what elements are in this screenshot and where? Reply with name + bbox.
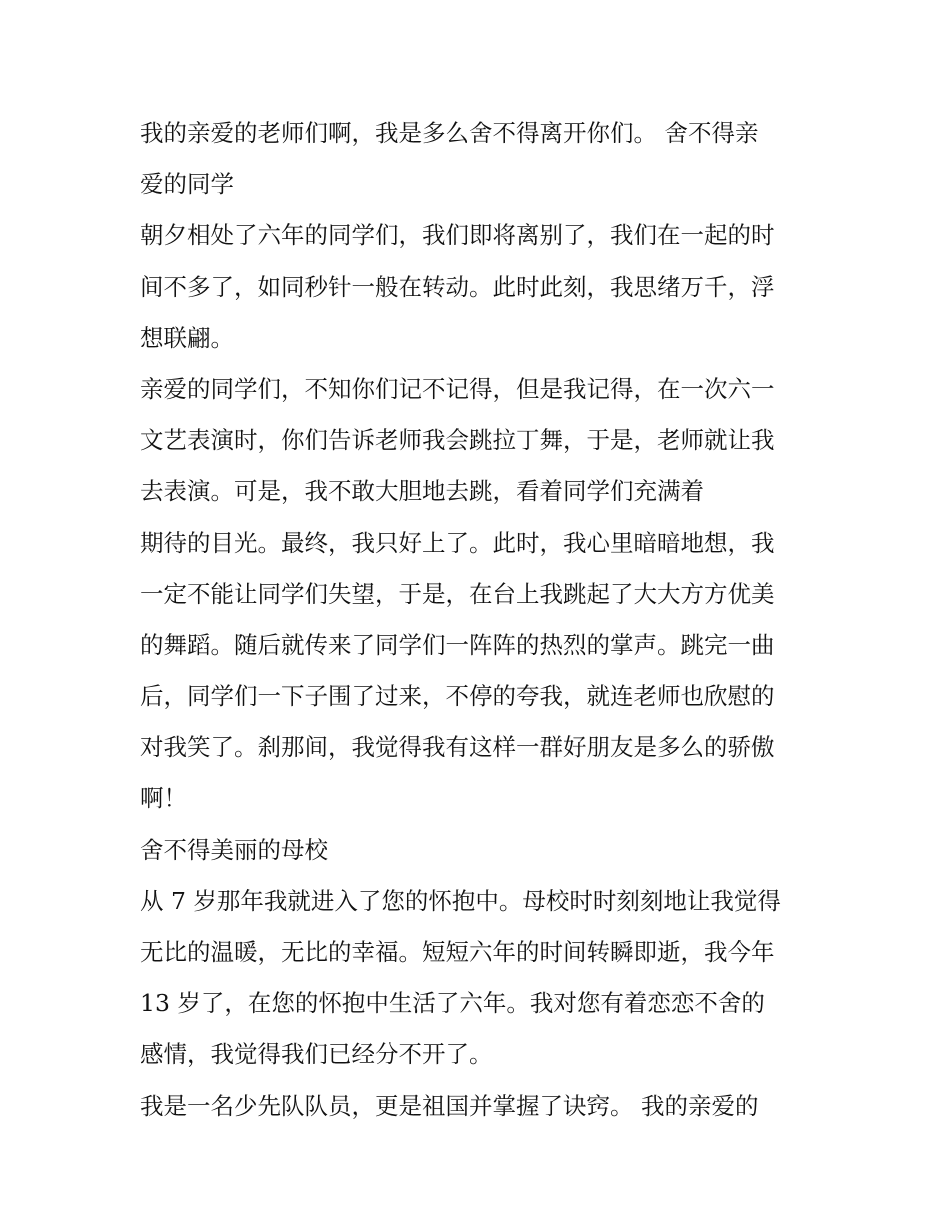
text-line: 的舞蹈。随后就传来了同学们一阵阵的热烈的掌声。跳完一曲 bbox=[140, 630, 775, 659]
text-line: 感情，我觉得我们已经分不开了。 bbox=[140, 1040, 493, 1069]
body-text bbox=[140, 108, 820, 1132]
text-line: 朝夕相处了六年的同学们，我们即将离别了，我们在一起的时 bbox=[140, 221, 775, 250]
text-line: 13 岁了，在您的怀抱中生活了六年。我对您有着恋恋不舍的 bbox=[140, 989, 765, 1018]
text-line: 去表演。可是，我不敢大胆地去跳，看着同学们充满着 bbox=[140, 477, 704, 506]
text-line: 文艺表演时，你们告诉老师我会跳拉丁舞，于是，老师就让我 bbox=[140, 426, 775, 455]
text-line: 后，同学们一下子围了过来，不停的夸我，就连老师也欣慰的 bbox=[140, 682, 775, 711]
text-line: 爱的同学 bbox=[140, 170, 234, 199]
section-heading: 舍不得美丽的母校 bbox=[140, 835, 328, 864]
text-line: 一定不能让同学们失望，于是，在台上我跳起了大大方方优美 bbox=[140, 579, 775, 608]
text-line: 亲爱的同学们，不知你们记不记得，但是我记得，在一次六一 bbox=[140, 374, 775, 403]
text-line: 我的亲爱的老师们啊，我是多么舍不得离开你们。 舍不得亲 bbox=[140, 119, 759, 147]
text-line: 间不多了，如同秒针一般在转动。此时此刻，我思绪万千，浮 bbox=[140, 272, 775, 301]
text-line: 期待的目光。最终，我只好上了。此时，我心里暗暗地想，我 bbox=[140, 528, 775, 557]
text-line: 我是一名少先队队员，更是祖国并掌握了诀窍。 我的亲爱的 bbox=[140, 1091, 759, 1120]
text-line: 想联翩。 bbox=[140, 323, 234, 352]
text-line: 对我笑了。刹那间，我觉得我有这样一群好朋友是多么的骄傲 bbox=[140, 733, 775, 762]
text-line: 啊！ bbox=[140, 784, 187, 813]
text-line: 从 7 岁那年我就进入了您的怀抱中。母校时时刻刻地让我觉得 bbox=[140, 886, 781, 915]
text-line: 无比的温暖，无比的幸福。短短六年的时间转瞬即逝，我今年 bbox=[140, 938, 775, 966]
